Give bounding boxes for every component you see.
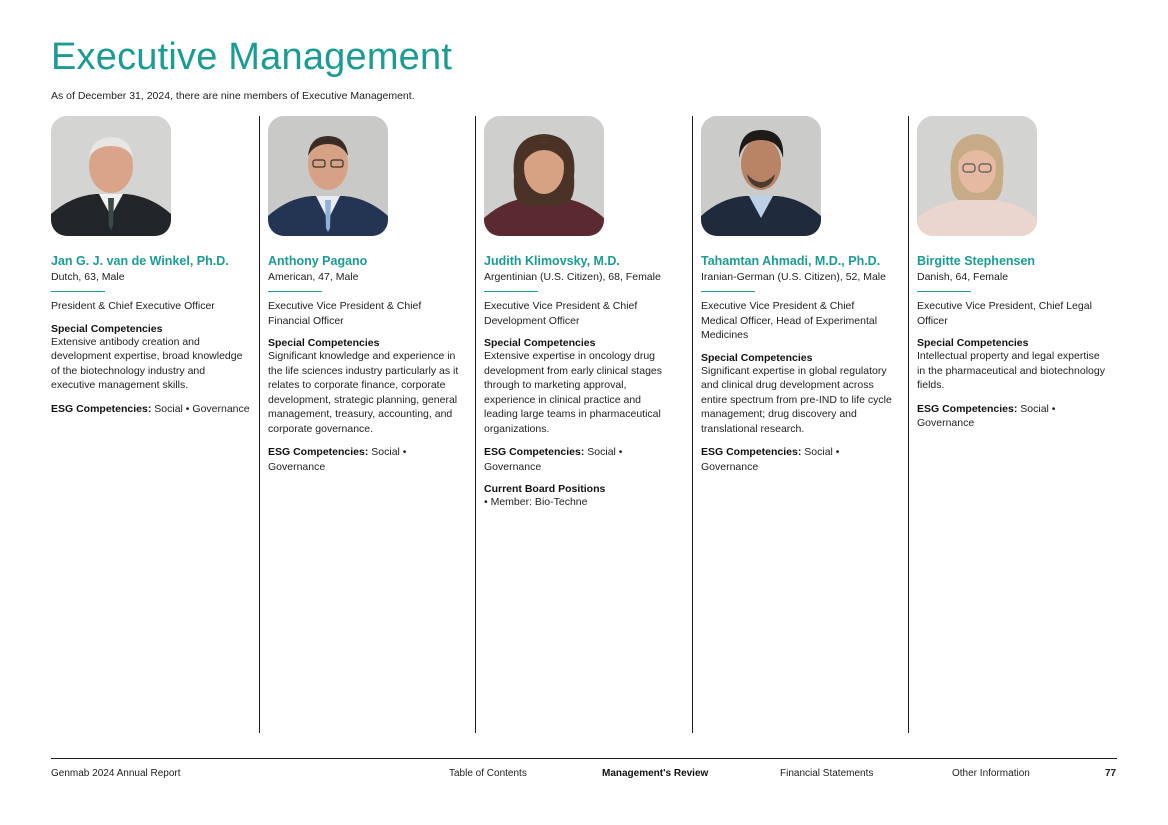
special-competencies-text: Extensive expertise in oncology drug development from early clinical stages through to marketing approval, experience in clinical practice and leading large teams in pharmaceutical organizations. bbox=[484, 350, 662, 435]
footer-link-table-of-contents[interactable]: Table of Contents bbox=[449, 768, 527, 779]
executive-photo bbox=[701, 116, 821, 236]
executive-role: Executive Vice President, Chief Legal Officer bbox=[917, 300, 1092, 327]
executive-photo bbox=[51, 116, 171, 236]
esg-competencies bbox=[268, 445, 459, 474]
special-competencies-heading: Special Competencies bbox=[268, 337, 380, 349]
executive-photo bbox=[484, 116, 604, 236]
special-competencies-heading: Special Competencies bbox=[484, 337, 596, 349]
footer-divider bbox=[51, 758, 1117, 759]
executive-name: Anthony Pagano bbox=[268, 254, 368, 268]
special-competencies-text: Extensive antibody creation and development expertise, broad knowledge of the biotechnology industry and executive management skills. bbox=[51, 335, 243, 391]
board-positions-heading: Current Board Positions bbox=[484, 483, 606, 495]
esg-label: ESG Competencies: bbox=[484, 446, 585, 458]
page-title: Executive Management bbox=[51, 36, 453, 78]
executive-role: Executive Vice President & Chief Medical Officer, Head of Experimental Medicines bbox=[701, 300, 878, 341]
esg-value: Social • Governance bbox=[484, 446, 623, 473]
esg-label: ESG Competencies: bbox=[917, 402, 1018, 415]
special-competencies-text: Significant knowledge and experience in the life sciences industry particularly as it relates to corporate finance, corporate development, strategic planning, general management, treasury, accounting, and corporate governance. bbox=[268, 350, 459, 435]
special-competencies-heading: Special Competencies bbox=[51, 322, 163, 335]
executive-card bbox=[51, 116, 251, 733]
divider bbox=[268, 291, 322, 292]
executive-card bbox=[692, 116, 892, 733]
executive-columns bbox=[51, 116, 1126, 733]
divider bbox=[917, 291, 971, 292]
special-competencies-text: Intellectual property and legal expertise in the pharmaceutical and biotechnology fields. bbox=[917, 350, 1105, 391]
esg-value: Social • Governance bbox=[268, 446, 407, 473]
esg-value: Social • Governance bbox=[154, 402, 250, 415]
page-subtitle: As of December 31, 2024, there are nine members of Executive Management. bbox=[51, 90, 415, 102]
esg-label: ESG Competencies: bbox=[268, 446, 369, 458]
executive-meta: Danish, 64, Female bbox=[917, 271, 1009, 283]
executive-role: Executive Vice President & Chief Financial Officer bbox=[268, 300, 422, 327]
page-number: 77 bbox=[1105, 768, 1117, 779]
divider bbox=[484, 291, 538, 292]
executive-photo bbox=[917, 116, 1037, 236]
executive-photo bbox=[268, 116, 388, 236]
executive-role: Executive Vice President & Chief Development Officer bbox=[484, 300, 638, 327]
executive-name: Birgitte Stephensen bbox=[917, 254, 1036, 268]
footer-report-title: Genmab 2024 Annual Report bbox=[51, 768, 181, 779]
esg-value: Social • Governance bbox=[917, 402, 1056, 429]
esg-competencies bbox=[701, 445, 892, 474]
board-position-item: • Member: Bio-Techne bbox=[484, 496, 588, 508]
footer-link-financial-statements[interactable]: Financial Statements bbox=[780, 768, 874, 779]
executive-name: Tahamtan Ahmadi, M.D., Ph.D. bbox=[701, 254, 881, 268]
divider bbox=[51, 291, 105, 292]
special-competencies-heading: Special Competencies bbox=[701, 351, 813, 364]
executive-card bbox=[259, 116, 459, 733]
esg-value: Social • Governance bbox=[701, 446, 840, 473]
executive-name: Judith Klimovsky, M.D. bbox=[484, 254, 620, 268]
esg-label: ESG Competencies: bbox=[701, 446, 802, 458]
footer-link-other-information[interactable]: Other Information bbox=[952, 768, 1030, 779]
executive-name: Jan G. J. van de Winkel, Ph.D. bbox=[51, 254, 229, 268]
esg-competencies bbox=[917, 402, 1108, 431]
special-competencies-text: Significant expertise in global regulatory and clinical drug development across entire spectrum from pre-IND to life cycle management; drug discovery and translational research. bbox=[701, 364, 892, 435]
divider bbox=[701, 291, 755, 292]
special-competencies-heading: Special Competencies bbox=[917, 337, 1029, 349]
esg-competencies bbox=[484, 445, 675, 474]
executive-card bbox=[475, 116, 675, 733]
executive-role: President & Chief Executive Officer bbox=[51, 300, 215, 312]
executive-meta: Iranian-German (U.S. Citizen), 52, Male bbox=[701, 271, 886, 283]
executive-meta: Dutch, 63, Male bbox=[51, 271, 125, 283]
footer-link-managements-review[interactable]: Management's Review bbox=[602, 768, 709, 779]
esg-competencies bbox=[51, 402, 251, 417]
executive-meta: Argentinian (U.S. Citizen), 68, Female bbox=[484, 271, 661, 283]
executive-meta: American, 47, Male bbox=[268, 271, 359, 283]
esg-label: ESG Competencies: bbox=[51, 402, 152, 415]
executive-card bbox=[908, 116, 1108, 733]
